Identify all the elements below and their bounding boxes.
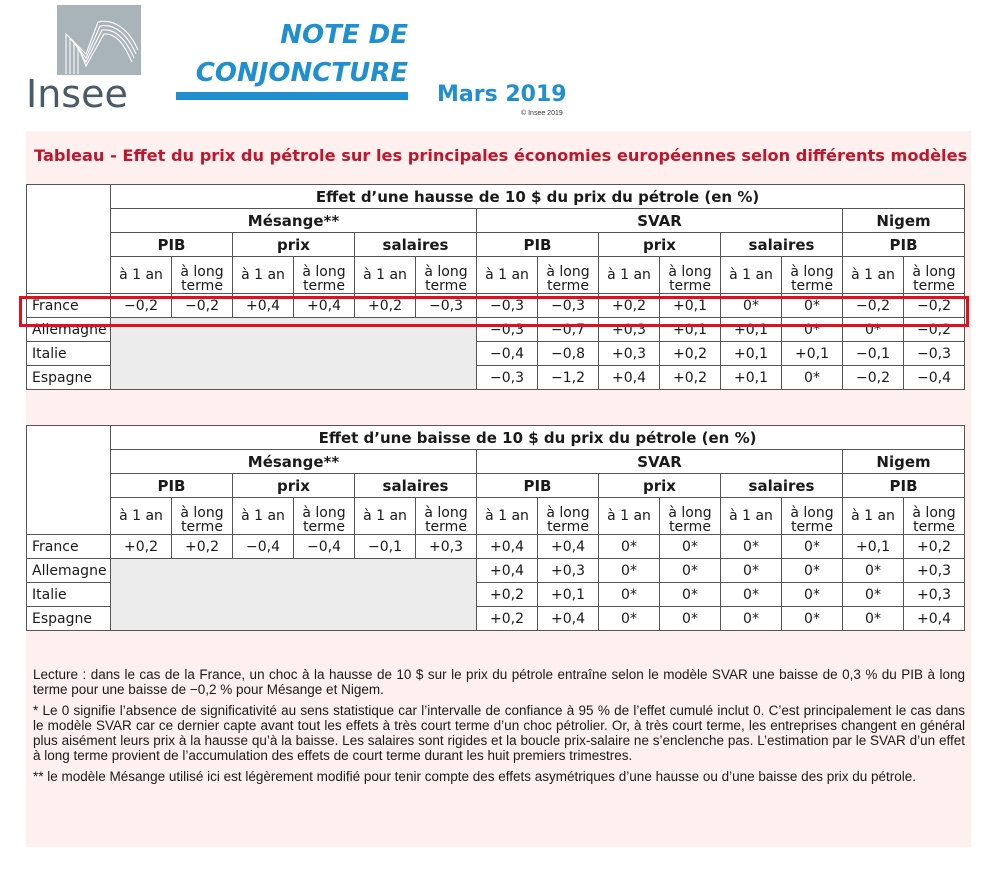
horizon-long-header: à long terme <box>172 498 233 535</box>
horizon-long-header: à long terme <box>904 498 965 535</box>
value-cell: +0,3 <box>904 559 965 583</box>
variable-header: PIB <box>111 474 233 498</box>
horizon-long-header: à long terme <box>538 257 599 294</box>
value-cell: 0* <box>599 583 660 607</box>
value-cell: 0* <box>721 607 782 631</box>
value-cell: 0* <box>721 559 782 583</box>
value-cell: +0,4 <box>477 535 538 559</box>
value-cell: −0,4 <box>477 342 538 366</box>
value-cell: +0,1 <box>782 342 843 366</box>
value-cell: +0,2 <box>355 294 416 318</box>
value-cell: 0* <box>782 366 843 390</box>
table-corner <box>27 426 111 535</box>
value-cell: −0,4 <box>233 535 294 559</box>
value-cell: −0,4 <box>904 366 965 390</box>
value-cell: 0* <box>843 559 904 583</box>
value-cell: +0,4 <box>538 535 599 559</box>
value-cell: +0,4 <box>233 294 294 318</box>
variable-header: PIB <box>477 474 599 498</box>
value-cell: 0* <box>782 294 843 318</box>
value-cell: 0* <box>721 294 782 318</box>
variable-header: prix <box>599 474 721 498</box>
horizon-1y-header: à 1 an <box>721 257 782 294</box>
value-cell: +0,4 <box>294 294 355 318</box>
footnotes <box>33 667 965 790</box>
value-cell: −0,7 <box>538 318 599 342</box>
horizon-1y-header: à 1 an <box>111 257 172 294</box>
horizon-long-header: à long terme <box>538 498 599 535</box>
value-cell: −0,2 <box>843 366 904 390</box>
table-title: Tableau - Effet du prix du pétrole sur les principales économies européennes selon différents modèles <box>34 146 968 165</box>
value-cell: 0* <box>843 318 904 342</box>
country-label: Italie <box>27 583 111 607</box>
horizon-1y-header: à 1 an <box>721 498 782 535</box>
value-cell: +0,4 <box>599 366 660 390</box>
value-cell: −0,3 <box>904 342 965 366</box>
country-label: Espagne <box>27 366 111 390</box>
value-cell: −0,2 <box>904 318 965 342</box>
variable-header: prix <box>233 474 355 498</box>
value-cell: +0,2 <box>599 294 660 318</box>
model-header: Mésange** <box>111 209 477 233</box>
model-header: SVAR <box>477 209 843 233</box>
value-cell: 0* <box>660 583 721 607</box>
table-row <box>27 535 965 559</box>
model-header: Nigem <box>843 450 965 474</box>
value-cell: 0* <box>721 583 782 607</box>
value-cell: −0,1 <box>355 535 416 559</box>
horizon-1y-header: à 1 an <box>599 257 660 294</box>
table-hausse <box>26 184 965 390</box>
value-cell: −0,2 <box>172 294 233 318</box>
horizon-long-header: à long terme <box>782 498 843 535</box>
value-cell: 0* <box>660 607 721 631</box>
value-cell: +0,3 <box>599 318 660 342</box>
no-data-area <box>111 318 477 390</box>
value-cell: −0,8 <box>538 342 599 366</box>
value-cell: 0* <box>660 535 721 559</box>
value-cell: +0,3 <box>538 559 599 583</box>
value-cell: 0* <box>782 535 843 559</box>
horizon-1y-header: à 1 an <box>233 257 294 294</box>
value-cell: +0,1 <box>843 535 904 559</box>
publication-title-line1: NOTE DE <box>280 20 408 50</box>
variable-header: salaires <box>721 474 843 498</box>
value-cell: +0,3 <box>599 342 660 366</box>
horizon-long-header: à long terme <box>660 498 721 535</box>
copyright: © Insee 2019 <box>521 110 563 117</box>
value-cell: 0* <box>782 318 843 342</box>
value-cell: +0,4 <box>538 607 599 631</box>
value-cell: 0* <box>599 559 660 583</box>
value-cell: 0* <box>599 607 660 631</box>
variable-header: prix <box>233 233 355 257</box>
horizon-1y-header: à 1 an <box>477 498 538 535</box>
horizon-long-header: à long terme <box>294 257 355 294</box>
variable-header: salaires <box>355 474 477 498</box>
no-data-area <box>111 559 477 631</box>
horizon-long-header: à long terme <box>904 257 965 294</box>
value-cell: +0,1 <box>538 583 599 607</box>
variable-header: PIB <box>843 474 965 498</box>
variable-header: salaires <box>355 233 477 257</box>
value-cell: +0,1 <box>721 318 782 342</box>
horizon-long-header: à long terme <box>416 257 477 294</box>
country-label: Allemagne <box>27 318 111 342</box>
table-baisse <box>26 425 965 631</box>
value-cell: +0,2 <box>477 583 538 607</box>
title-underline <box>176 92 408 100</box>
note-mesange: ** le modèle Mésange utilisé ici est légèrement modifié pour tenir compte des effets asymétriques d’une hausse ou d’une baisse des prix du pétrole. <box>33 769 916 784</box>
country-label: Italie <box>27 342 111 366</box>
value-cell: +0,1 <box>721 366 782 390</box>
value-cell: −0,4 <box>294 535 355 559</box>
horizon-1y-header: à 1 an <box>477 257 538 294</box>
value-cell: +0,2 <box>477 607 538 631</box>
country-label: France <box>27 294 111 318</box>
horizon-1y-header: à 1 an <box>843 498 904 535</box>
value-cell: 0* <box>782 559 843 583</box>
horizon-1y-header: à 1 an <box>233 498 294 535</box>
horizon-long-header: à long terme <box>782 257 843 294</box>
value-cell: 0* <box>782 607 843 631</box>
horizon-1y-header: à 1 an <box>599 498 660 535</box>
value-cell: 0* <box>843 583 904 607</box>
value-cell: 0* <box>660 559 721 583</box>
value-cell: +0,4 <box>904 607 965 631</box>
country-label: Espagne <box>27 607 111 631</box>
value-cell: −0,2 <box>904 294 965 318</box>
model-header: Nigem <box>843 209 965 233</box>
variable-header: PIB <box>477 233 599 257</box>
value-cell: −0,3 <box>416 294 477 318</box>
value-cell: −0,2 <box>111 294 172 318</box>
note-lecture: Lecture : dans le cas de la France, un choc à la hausse de 10 $ sur le prix du pétrole entraîne selon le modèle SVAR une baisse de 0,3 % du PIB à long terme pour une baisse de −0,2 % pour Mésange et Nigem. <box>33 667 965 697</box>
variable-header: prix <box>599 233 721 257</box>
horizon-long-header: à long terme <box>172 257 233 294</box>
horizon-1y-header: à 1 an <box>843 257 904 294</box>
value-cell: −0,3 <box>477 294 538 318</box>
value-cell: +0,2 <box>172 535 233 559</box>
value-cell: −0,3 <box>477 318 538 342</box>
value-cell: −0,1 <box>843 342 904 366</box>
value-cell: 0* <box>721 535 782 559</box>
variable-header: salaires <box>721 233 843 257</box>
value-cell: +0,1 <box>660 294 721 318</box>
publication-title-line2: CONJONCTURE <box>195 58 408 88</box>
value-cell: +0,1 <box>660 318 721 342</box>
horizon-1y-header: à 1 an <box>355 498 416 535</box>
horizon-1y-header: à 1 an <box>111 498 172 535</box>
value-cell: +0,2 <box>111 535 172 559</box>
value-cell: −1,2 <box>538 366 599 390</box>
france-row-highlight <box>19 296 969 327</box>
value-cell: −0,3 <box>477 366 538 390</box>
model-header: Mésange** <box>111 450 477 474</box>
table-caption: Effet d’une hausse de 10 $ du prix du pétrole (en %) <box>111 185 965 209</box>
model-header: SVAR <box>477 450 843 474</box>
table-caption: Effet d’une baisse de 10 $ du prix du pétrole (en %) <box>111 426 965 450</box>
insee-wordmark: Insee <box>26 72 128 116</box>
value-cell: −0,3 <box>538 294 599 318</box>
publication-date: Mars 2019 <box>437 82 567 107</box>
value-cell: −0,2 <box>843 294 904 318</box>
horizon-1y-header: à 1 an <box>355 257 416 294</box>
value-cell: +0,4 <box>477 559 538 583</box>
horizon-long-header: à long terme <box>294 498 355 535</box>
value-cell: 0* <box>599 535 660 559</box>
value-cell: +0,3 <box>416 535 477 559</box>
value-cell: +0,2 <box>660 366 721 390</box>
country-label: Allemagne <box>27 559 111 583</box>
value-cell: +0,2 <box>904 535 965 559</box>
table-corner <box>27 185 111 294</box>
publication-title <box>176 16 408 92</box>
value-cell: +0,3 <box>904 583 965 607</box>
horizon-long-header: à long terme <box>416 498 477 535</box>
variable-header: PIB <box>111 233 233 257</box>
value-cell: 0* <box>782 583 843 607</box>
note-significance: * Le 0 signifie l’absence de significativité au sens statistique car l’intervalle de confiance à 95 % de l’effet cumulé inclut 0. C’est principalement le cas dans le modèle SVAR car ce dernier capte avant tout les effets à très court terme d’un choc pétrolier. Or, à très court terme, les entreprises changent en général plus aisément leurs prix à la hausse qu’à la baisse. Les salaires sont rigides et la boucle prix-salaire ne s’enclenche pas. L’estimation par le SVAR d’un effet à long terme provient de l’accumulation des effets de court terme durant les huit premiers trimestres. <box>33 703 965 763</box>
value-cell: +0,2 <box>660 342 721 366</box>
variable-header: PIB <box>843 233 965 257</box>
value-cell: 0* <box>843 607 904 631</box>
table-row <box>27 559 965 583</box>
country-label: France <box>27 535 111 559</box>
value-cell: +0,1 <box>721 342 782 366</box>
horizon-long-header: à long terme <box>660 257 721 294</box>
